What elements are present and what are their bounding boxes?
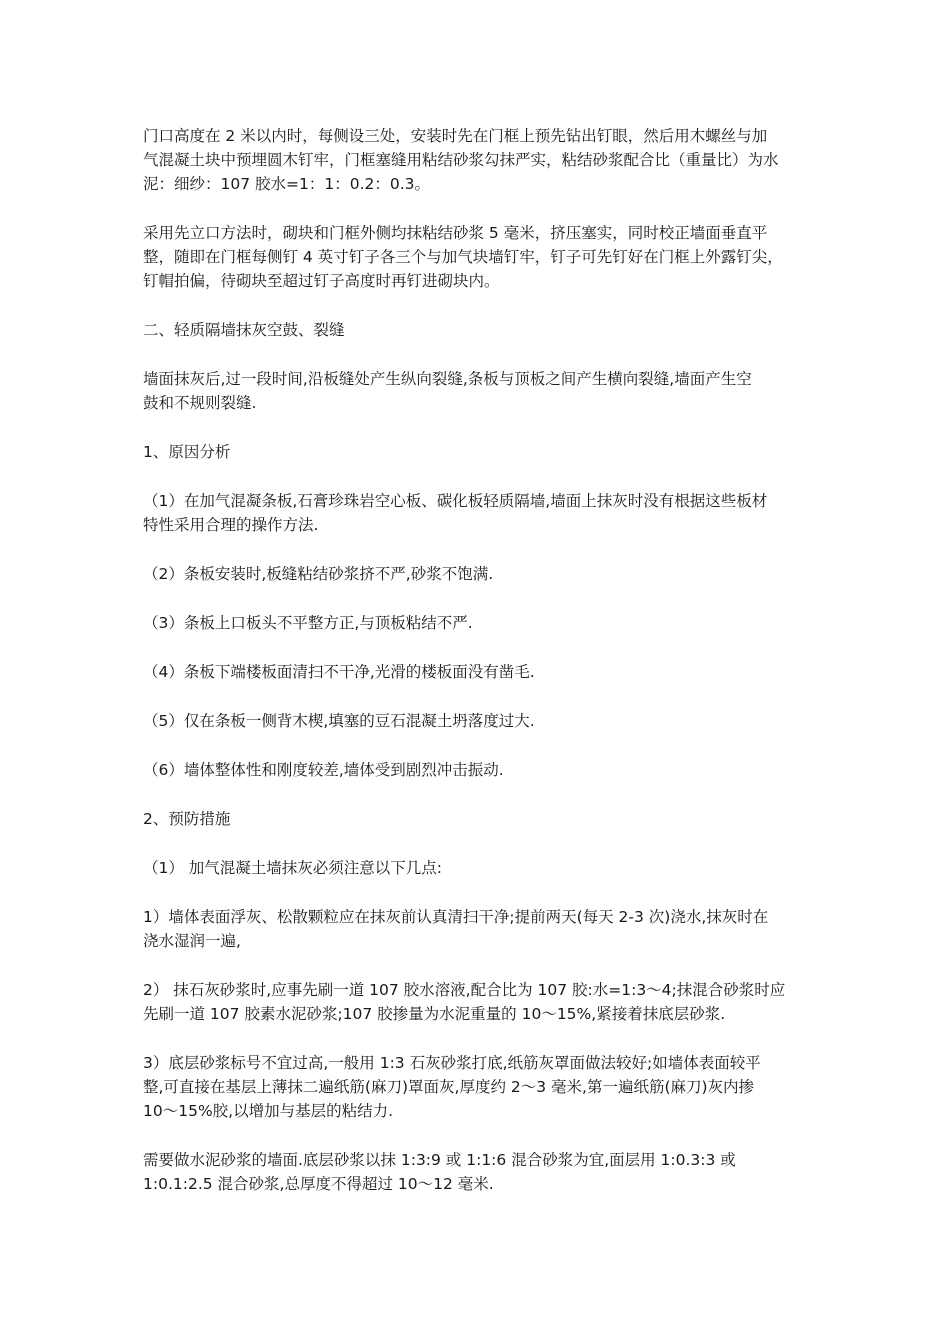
text-line: （3）条板上口板头不平整方正,与顶板粘结不严. <box>143 614 473 632</box>
paragraph <box>143 1148 823 1196</box>
text-line: （2）条板安装时,板缝粘结砂浆挤不严,砂浆不饱满. <box>143 565 494 583</box>
text-line: 门口高度在 2 米以内时，每侧设三处，安装时先在门框上预先钻出钉眼，然后用木螺丝与加 <box>143 127 768 145</box>
text-line: 鼓和不规则裂缝. <box>143 394 257 412</box>
text-line: （4）条板下端楼板面清扫不干净,光滑的楼板面没有凿毛. <box>143 663 535 681</box>
text-line: 1、原因分析 <box>143 443 231 461</box>
text-line: 10～15%胶,以增加与基层的粘结力. <box>143 1102 394 1120</box>
paragraph <box>143 611 823 635</box>
paragraph <box>143 978 823 1026</box>
text-line: 二、轻质隔墙抹灰空鼓、裂缝 <box>143 321 345 339</box>
text-line: 需要做水泥砂浆的墙面.底层砂浆以抹 1:3:9 或 1:1:6 混合砂浆为宜,面层用 1:0.3:3 或 <box>143 1151 736 1169</box>
paragraph <box>143 440 823 464</box>
paragraph <box>143 660 823 684</box>
paragraph <box>143 1051 823 1123</box>
text-line: 3）底层砂浆标号不宜过高,一般用 1:3 石灰砂浆打底,纸筋灰罩面做法较好;如墙体表面较平 <box>143 1054 761 1072</box>
paragraph <box>143 807 823 831</box>
text-line: 钉帽拍偏，待砌块至超过钉子高度时再钉进砌块内。 <box>143 272 500 290</box>
text-line: 浇水湿润一遍, <box>143 932 241 950</box>
paragraph <box>143 489 823 537</box>
paragraph <box>143 221 823 293</box>
text-line: 采用先立口方法时，砌块和门框外侧均抹粘结砂浆 5 毫米，挤压塞实，同时校正墙面垂直平 <box>143 224 768 242</box>
text-line: 1:0.1:2.5 混合砂浆,总厚度不得超过 10～12 毫米. <box>143 1175 494 1193</box>
paragraph <box>143 709 823 733</box>
text-line: 2、预防措施 <box>143 810 231 828</box>
paragraph <box>143 856 823 880</box>
paragraph <box>143 124 823 196</box>
text-line: （1）在加气混凝条板,石膏珍珠岩空心板、碳化板轻质隔墙,墙面上抹灰时没有根据这些板材 <box>143 492 768 510</box>
paragraph <box>143 562 823 586</box>
text-line: （5）仅在条板一侧背木楔,填塞的豆石混凝土坍落度过大. <box>143 712 535 730</box>
text-line: （1） 加气混凝土墙抹灰必须注意以下几点: <box>143 859 443 877</box>
paragraph <box>143 758 823 782</box>
text-line: 2） 抹石灰砂浆时,应事先刷一道 107 胶水溶液,配合比为 107 胶:水=1:3～4;抹混合砂浆时应 <box>143 981 786 999</box>
text-line: 气混凝土块中预埋圆木钉牢，门框塞缝用粘结砂浆勾抹严实，粘结砂浆配合比（重量比）为水 <box>143 151 779 169</box>
text-line: 先刷一道 107 胶素水泥砂浆;107 胶掺量为水泥重量的 10～15%,紧接着抹底层砂浆. <box>143 1005 726 1023</box>
text-line: 整,可直接在基层上薄抹二遍纸筋(麻刀)罩面灰,厚度约 2～3 毫米,第一遍纸筋(麻刀)灰内掺 <box>143 1078 755 1096</box>
text-line: 特性采用合理的操作方法. <box>143 516 319 534</box>
text-line: 整，随即在门框每侧钉 4 英寸钉子各三个与加气块墙钉牢，钉子可先钉好在门框上外露钉尖， <box>143 248 783 266</box>
text-line: 1）墙体表面浮灰、松散颗粒应在抹灰前认真清扫干净;提前两天(每天 2-3 次)浇水,抹灰时在 <box>143 908 769 926</box>
paragraph <box>143 905 823 953</box>
paragraph <box>143 318 823 342</box>
text-line: 墙面抹灰后,过一段时间,沿板缝处产生纵向裂缝,条板与顶板之间产生横向裂缝,墙面产生空 <box>143 370 752 388</box>
text-line: （6）墙体整体性和刚度较差,墙体受到剧烈冲击振动. <box>143 761 504 779</box>
paragraph <box>143 367 823 415</box>
document-body <box>143 124 823 1221</box>
text-line: 泥：细纱：107 胶水=1：1：0.2：0.3。 <box>143 175 431 193</box>
